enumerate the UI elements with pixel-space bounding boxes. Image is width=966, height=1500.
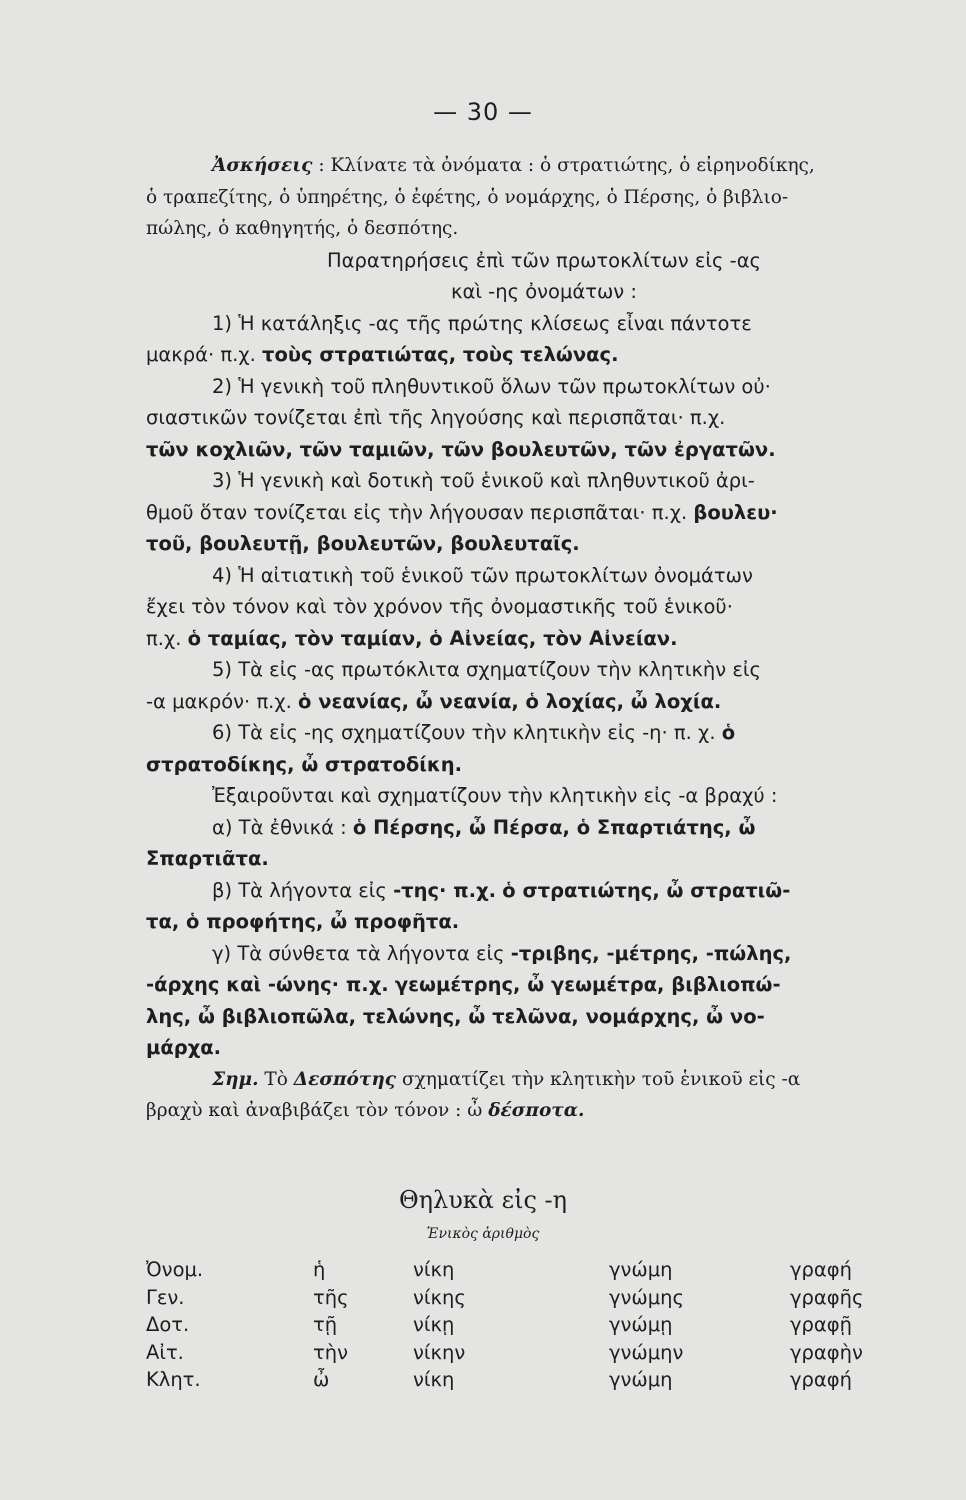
exception-g-line-3: λης, ὦ βιβλιοπῶλα, τελώνης, ὦ τελῶνα, νομάρχης, ὦ νο- — [146, 1004, 765, 1028]
page-number: — 30 — — [433, 98, 533, 126]
rule-4-line-1: 4) Ἡ αἰτιατικὴ τοῦ ἑνικοῦ τῶν πρωτοκλίτων ὀνομάτων — [212, 563, 753, 587]
exception-g-line-4: μάρχα. — [146, 1036, 222, 1059]
exercises-line-3: πώλης, ὁ καθηγητής, ὁ δεσπότης. — [146, 218, 459, 239]
rule-6-line-2: στρατοδίκης, ὦ στρατοδίκη. — [146, 752, 463, 776]
exception-b-line-1: β) Τὰ λήγοντα εἰς -της· π.χ. ὁ στρατιώτης, ὦ στρατιῶ- — [212, 878, 791, 902]
main-text — [146, 150, 942, 1127]
exceptions-intro: Ἐξαιροῦνται καὶ σχηματίζουν τὴν κλητικὴν εἰς -α βραχύ : — [212, 784, 778, 807]
table-row: Ὀνομ. ἡ νίκη γνώμη γραφή — [146, 1258, 852, 1281]
rule-2-line-2: σιαστικῶν τονίζεται ἐπὶ τῆς ληγούσης καὶ περισπᾶται· π.χ. — [146, 406, 726, 429]
rule-4-line-2: ἔχει τὸν τόνον καὶ τὸν χρόνον τῆς ὀνομαστικῆς τοῦ ἑνικοῦ· — [146, 595, 733, 618]
exception-b-line-2: τα, ὁ προφήτης, ὦ προφῆτα. — [146, 910, 460, 933]
table-row: Αἰτ. τὴν νίκην γνώμην γραφὴν — [146, 1340, 863, 1364]
rule-5-line-2: -α μακρόν· π.χ. ὁ νεανίας, ὦ νεανία, ὁ λοχίας, ὦ λοχία. — [146, 689, 722, 713]
table-row: Γεν. τῆς νίκης γνώμης γραφῆς — [146, 1285, 864, 1309]
observations-title-2: καὶ -ης ὀνομάτων : — [451, 280, 637, 303]
observations-title-1: Παρατηρήσεις ἐπὶ τῶν πρωτοκλίτων εἰς -ας — [327, 248, 761, 272]
section-heading: Θηλυκὰ εἰς -η — [398, 1186, 568, 1214]
exception-a-line-2: Σπαρτιᾶτα. — [146, 847, 269, 870]
exercises-line-2: ὁ τραπεζίτης, ὁ ὑπηρέτης, ὁ ἐφέτης, ὁ νομάρχης, ὁ Πέρσης, ὁ βιβλιο- — [146, 186, 789, 208]
exercises-label: Ἀσκήσεις — [212, 155, 313, 176]
exception-g-line-2: -άρχης καὶ -ώνης· π.χ. γεωμέτρης, ὦ γεωμέτρα, βιβλιοπώ- — [146, 973, 781, 996]
note-label: Σημ. — [212, 1068, 259, 1090]
rule-3-line-1: 3) Ἡ γενικὴ καὶ δοτικὴ τοῦ ἑνικοῦ καὶ πληθυντικοῦ ἀρι- — [212, 469, 755, 492]
rule-4-line-3: π.χ. ὁ ταμίας, τὸν ταμίαν, ὁ Αἰνείας, τὸν Αἰνείαν. — [146, 626, 678, 650]
rule-6-line-1: 6) Τὰ εἰς -ης σχηματίζουν τὴν κλητικὴν εἰς -η· π. χ. ὁ — [212, 721, 736, 744]
rule-1-line-1: 1) Ἡ κατάληξις -ας τῆς πρώτης κλίσεως εἶναι πάντοτε — [212, 311, 752, 335]
declension-table — [146, 1256, 940, 1394]
exception-g-line-1: γ) Τὰ σύνθετα τὰ λήγοντα εἰς -τριβης, -μέτρης, -πώλης, — [212, 941, 792, 965]
note-line-2: βραχὺ καὶ ἀναβιβάζει τὸν τόνον : ὦ δέσποτα. — [146, 1100, 585, 1121]
section-subheading: Ἑνικὸς ἀριθμὸς — [426, 1226, 540, 1242]
rule-2-line-1: 2) Ἡ γενικὴ τοῦ πληθυντικοῦ ὅλων τῶν πρωτοκλίτων οὐ· — [212, 374, 771, 398]
rule-1-line-2: μακρά· π.χ. τοὺς στρατιώτας, τοὺς τελώνας. — [146, 343, 619, 366]
note-line-1: Σημ. Τὸ Δεσπότης σχηματίζει τὴν κλητικὴν τοῦ ἑνικοῦ εἰς -α — [212, 1068, 801, 1090]
table-row: Δοτ. τῇ νίκῃ γνώμῃ γραφῇ — [146, 1313, 852, 1336]
rule-3-line-3: τοῦ, βουλευτῇ, βουλευτῶν, βουλευταῖς. — [146, 532, 580, 555]
rule-5-line-1: 5) Τὰ εἰς -ας πρωτόκλιτα σχηματίζουν τὴν κλητικὴν εἰς — [212, 658, 761, 681]
rule-2-line-3: τῶν κοχλιῶν, τῶν ταμιῶν, τῶν βουλευτῶν, τῶν ἐργατῶν. — [146, 437, 776, 461]
table-row: Κλητ. ὦ νίκη γνώμη γραφή — [146, 1368, 852, 1391]
rule-3-line-2: θμοῦ ὅταν τονίζεται εἰς τὴν λήγουσαν περισπᾶται· π.χ. βουλευ· — [146, 500, 778, 524]
exercises-line-1: Ἀσκήσεις : Κλίνατε τὰ ὀνόματα : ὁ στρατιώτης, ὁ εἰρηνοδίκης, — [212, 155, 815, 176]
exception-a-line-1: α) Τὰ ἐθνικά : ὁ Πέρσης, ὦ Πέρσα, ὁ Σπαρτιάτης, ὦ — [212, 815, 756, 839]
